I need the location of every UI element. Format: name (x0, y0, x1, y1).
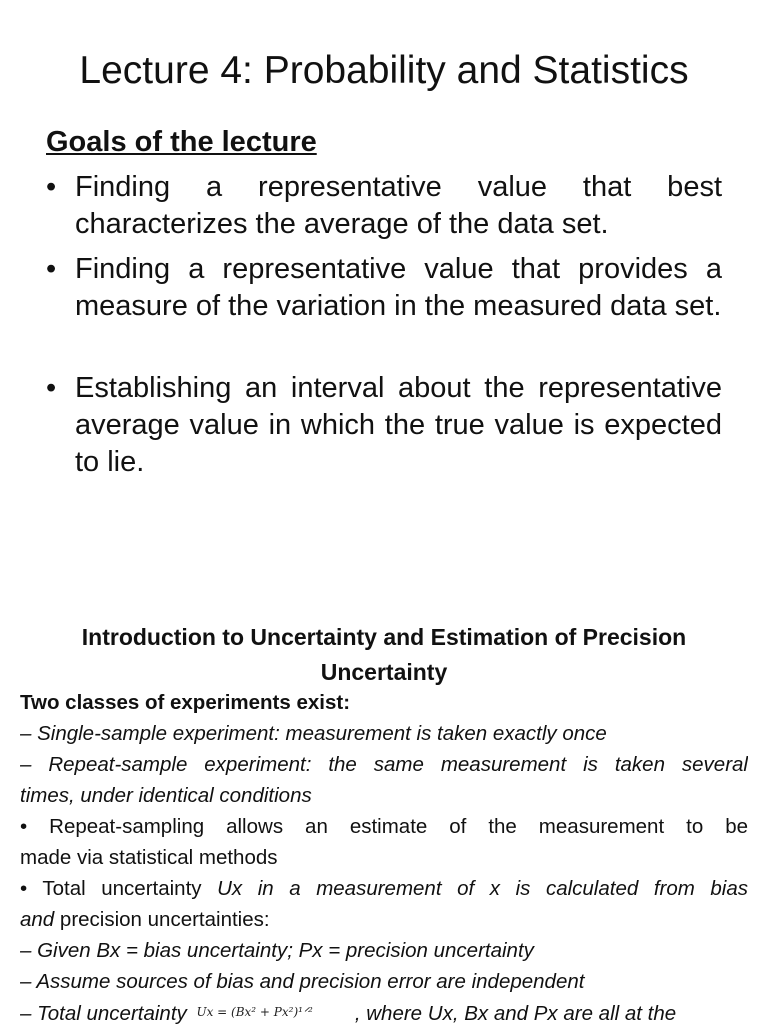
goals-heading: Goals of the lecture (46, 126, 317, 158)
total-formula-lead: – Total uncertainty (20, 1002, 193, 1025)
slide-uncertainty-intro (0, 600, 768, 1024)
intro-title: Introduction to Uncertainty and Estimation of Precision Uncertainty (81, 624, 687, 685)
bullet-marker: • (46, 253, 57, 285)
bullet-marker: • (46, 171, 57, 203)
classes-heading: Two classes of experiments exist: (20, 691, 351, 714)
precision-uncertainties-text: precision uncertainties: (54, 908, 270, 931)
total-uncertainty-italic: Ux in a measurement of x is calculated from bias (217, 877, 748, 900)
and-word: and (20, 908, 55, 931)
total-formula-tail: , where Ux, Bx and Px are all at the (354, 1002, 677, 1025)
goal-text-2: Finding a representative value that provides a measure of the variation in the measured data set. (75, 253, 722, 322)
uncertainty-body (20, 687, 748, 1029)
repeat-sample-line-cont: times, under identical conditions (20, 784, 312, 807)
total-uncertainty-cont (20, 904, 748, 935)
total-uncertainty-bullet (20, 873, 748, 904)
goal-bullet-1 (46, 169, 722, 243)
goal-bullet-2 (46, 251, 722, 325)
bullet-marker: • (46, 372, 57, 404)
repeat-sample-line: – Repeat-sample experiment: the same measurement is taken several (20, 753, 748, 776)
repeat-sampling-bullet-cont: made via statistical methods (20, 846, 278, 869)
goal-text-1: Finding a representative value that best characterizes the average of the data set. (75, 171, 722, 240)
goal-text-3: Establishing an interval about the representative average value in which the true value is expected to lie. (75, 372, 722, 478)
slide-title: Lecture 4: Probability and Statistics (79, 49, 689, 92)
total-formula-line (20, 997, 748, 1029)
goal-bullet-3 (46, 370, 722, 481)
total-uncertainty-formula: Ux = (Bx² + Px²)¹ᐟ² (196, 1005, 313, 1019)
total-uncertainty-lead: • Total uncertainty (20, 877, 218, 900)
given-line: – Given Bx = bias uncertainty; Px = precision uncertainty (20, 939, 534, 962)
repeat-sampling-bullet: • Repeat-sampling allows an estimate of the measurement to be (20, 815, 748, 838)
single-sample-line: – Single-sample experiment: measurement is taken exactly once (20, 722, 607, 745)
assume-line: – Assume sources of bias and precision error are independent (20, 970, 585, 993)
